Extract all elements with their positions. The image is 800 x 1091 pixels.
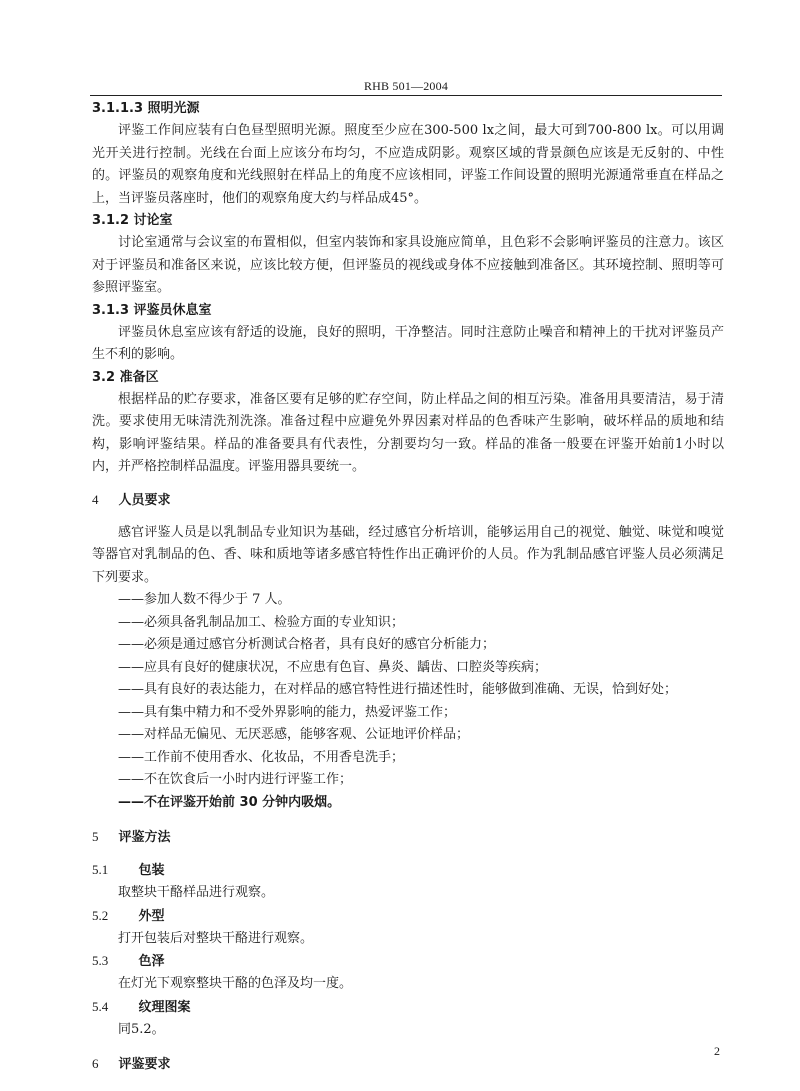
list-item: ——参加人数不得少于 7 人。 <box>118 592 291 607</box>
list-item: ——具有集中精力和不受外界影响的能力，热爱评鉴工作； <box>118 704 457 720</box>
section-number: 3.1.2 <box>92 213 130 228</box>
heading-4 <box>92 489 724 512</box>
spacer <box>92 849 724 859</box>
heading-5-3 <box>92 950 724 973</box>
section-number: 4 <box>92 491 99 507</box>
page-number: 2 <box>714 1044 720 1058</box>
heading-5-1 <box>92 859 724 882</box>
heading-5-2 <box>92 905 724 928</box>
section-title: 评鉴方法 <box>118 830 171 845</box>
header-rule <box>90 95 722 96</box>
section-number: 5.2 <box>92 907 109 923</box>
spacer <box>92 512 724 522</box>
heading-3-1-2 <box>92 210 724 232</box>
section-number: 5.3 <box>92 953 109 968</box>
heading-6 <box>92 1053 724 1076</box>
spacer <box>92 479 724 489</box>
spacer <box>92 814 724 826</box>
paragraph-5-4: 同5.2。 <box>118 1021 165 1037</box>
page-content <box>92 98 724 1076</box>
section-title: 评鉴员休息室 <box>133 302 212 318</box>
paragraph-5-1: 取整块干酪样品进行观察。 <box>118 885 275 900</box>
list-item: ——对样品无偏见、无厌恶感，能够客观、公证地评价样品； <box>118 727 470 742</box>
doc-header: RHB 501—2004 <box>363 79 449 93</box>
section-number: 5 <box>92 829 99 844</box>
paragraph-5-2: 打开包装后对整块干酪进行观察。 <box>118 930 314 946</box>
section-number: 3.2 <box>92 369 116 385</box>
section-title: 色泽 <box>138 954 165 969</box>
list-item: ——具有良好的表达能力，在对样品的感官特性进行描述性时，能够做到准确、无误，恰到好处； <box>118 682 678 697</box>
spacer <box>92 1041 724 1053</box>
section-title: 人员要求 <box>118 492 171 508</box>
section-title: 评鉴要求 <box>118 1057 171 1072</box>
paragraph-lighting: 评鉴工作间应装有白色昼型照明光源。照度至少应在300-500 lx之间，最大可到700-800 lx。可以用调光开关进行控制。光线在台面上应该分布均匀，不应造成阴影。观察区域的背景颜色应该是无反射的、中性的。评鉴员的观察角度和光线照射在样品上的角度不应该相同，评鉴工作间设置的照明光源通常垂直在样品之上，当评鉴员落座时，他们的观察角度大约与样品成45°。 <box>92 123 724 206</box>
list-item: ——不在评鉴开始前 30 分钟内吸烟。 <box>118 794 341 810</box>
heading-5-4 <box>92 996 724 1019</box>
section-number: 3.1.3 <box>92 302 130 318</box>
section-title: 照明光源 <box>147 101 200 116</box>
section-title: 外型 <box>138 908 165 924</box>
section-number: 5.1 <box>92 862 109 877</box>
section-number: 5.4 <box>92 998 109 1014</box>
paragraph-prep-area: 根据样品的贮存要求，准备区要有足够的贮存空间，防止样品之间的相互污染。准备用具要清洁，易于清洗。要求使用无味清洗剂洗涤。准备过程中应避免外界因素对样品的色香味产生影响，破坏样品的质地和结构，影响评鉴结果。样品的准备要具有代表性，分割要均匀一致。样品的准备一般要在评鉴开始前1小时以内，并严格控制样品温度。评鉴用器具要统一。 <box>92 391 724 474</box>
paragraph-rest-room: 评鉴员休息室应该有舒适的设施，良好的照明，干净整洁。同时注意防止噪音和精神上的干扰对评鉴员产生不利的影响。 <box>92 324 724 362</box>
paragraph-personnel-intro: 感官评鉴人员是以乳制品专业知识为基础，经过感官分析培训，能够运用自己的视觉、触觉、味觉和嗅觉等器官对乳制品的色、香、味和质地等诸多感官特性作出正确评价的人员。作为乳制品感官评鉴人员必须满足下列要求。 <box>92 524 724 585</box>
heading-3-1-3 <box>92 300 724 322</box>
list-item: ——工作前不使用香水、化妆品，不用香皂洗手； <box>118 749 405 765</box>
section-number: 6 <box>92 1056 99 1071</box>
heading-5 <box>92 826 724 849</box>
list-item: ——必须是通过感官分析测试合格者，具有良好的感官分析能力； <box>118 637 496 652</box>
section-title: 准备区 <box>119 369 159 385</box>
paragraph-5-3: 在灯光下观察整块干酪的色泽及均一度。 <box>118 976 353 991</box>
paragraph-discussion-room: 讨论室通常与会议室的布置相似，但室内装饰和家具设施应简单，且色彩不会影响评鉴员的注意力。该区对于评鉴员和准备区来说，应该比较方便，但评鉴员的视线或身体不应接触到准备区。其环境控制、照明等可参照评鉴室。 <box>92 235 724 295</box>
heading-3-1-1-3 <box>92 98 724 120</box>
list-item: ——不在饮食后一小时内进行评鉴工作； <box>118 772 353 787</box>
section-number: 3.1.1.3 <box>92 101 143 116</box>
list-item: ——必须具备乳制品加工、检验方面的专业知识； <box>118 614 405 630</box>
section-title: 包装 <box>138 863 165 878</box>
section-title: 讨论室 <box>133 213 173 228</box>
list-item: ——应具有良好的健康状况，不应患有色盲、鼻炎、龋齿、口腔炎等疾病； <box>118 659 548 675</box>
heading-3-2 <box>92 367 724 389</box>
section-title: 纹理图案 <box>138 999 191 1015</box>
